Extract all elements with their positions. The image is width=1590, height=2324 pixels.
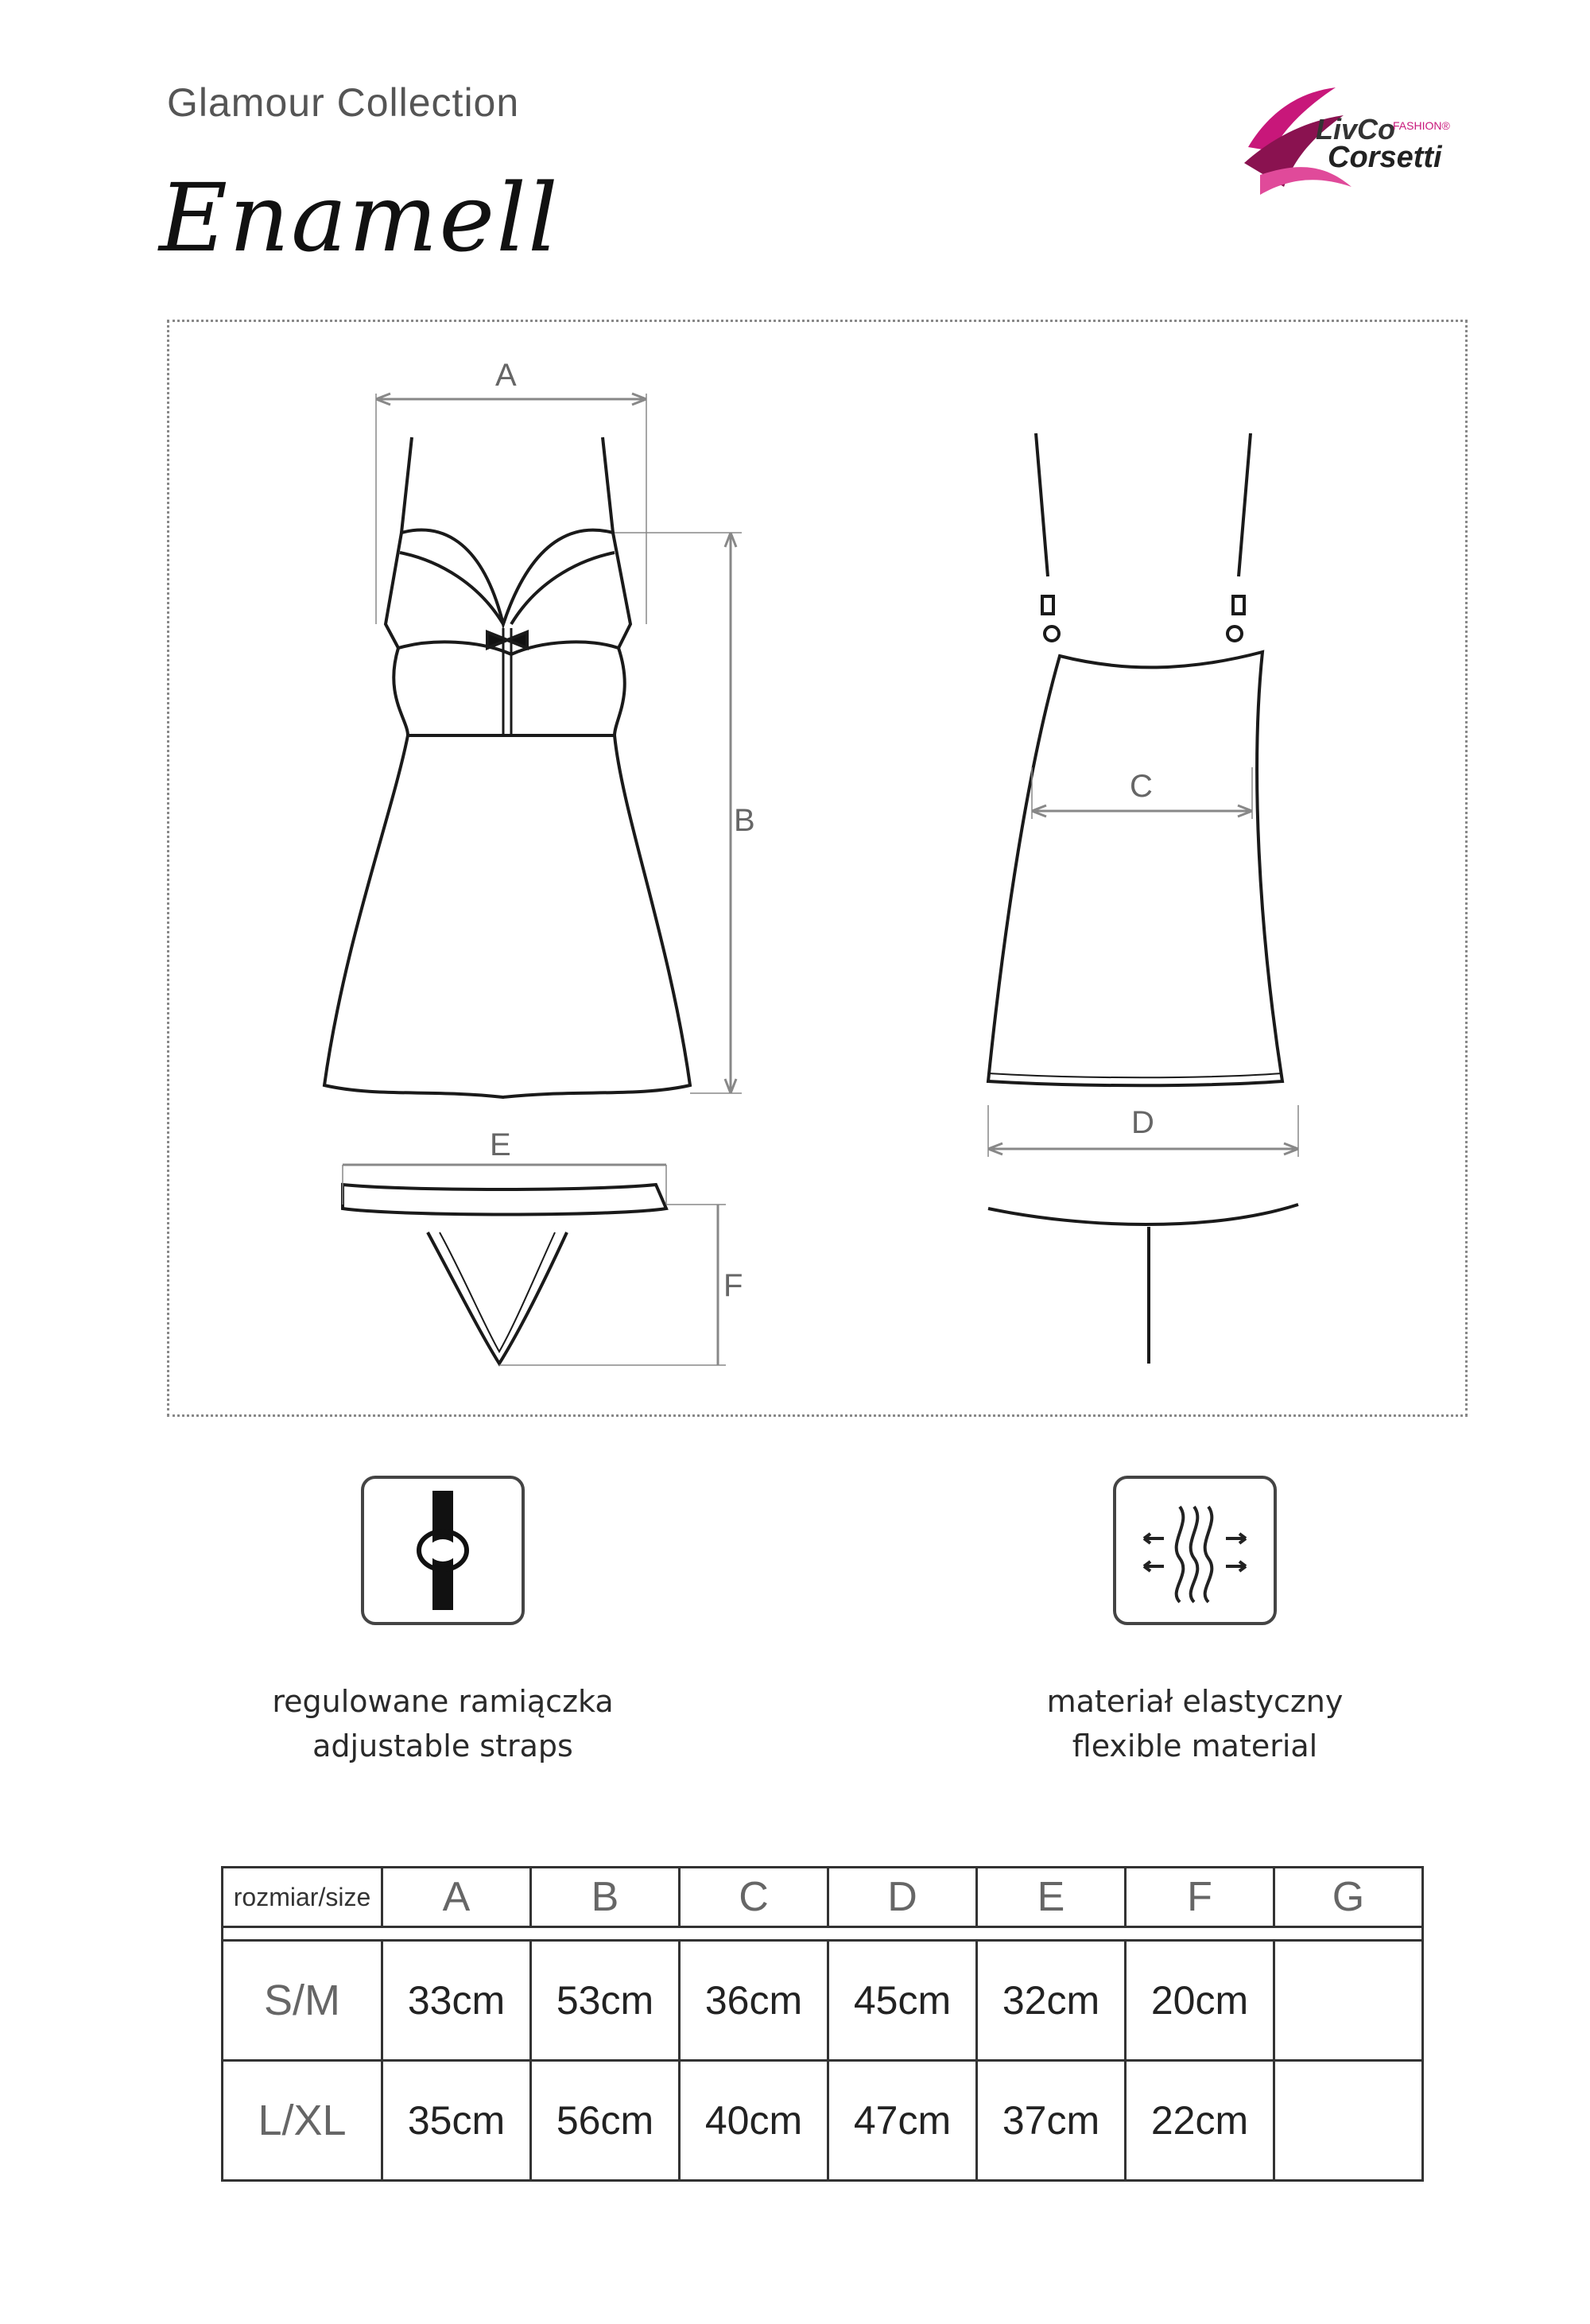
right-ring (1227, 627, 1242, 641)
collection-title: Glamour Collection (167, 80, 520, 125)
logo-text-bottom: Corsetti (1328, 141, 1442, 174)
feature-label-pl: regulowane ramiączka (272, 1684, 614, 1719)
right-strap (603, 437, 613, 533)
back-body (988, 652, 1282, 1085)
column-header: E (977, 1868, 1126, 1927)
dimension-f (499, 1205, 726, 1365)
chemise-front (324, 437, 690, 1097)
adjustable-strap-icon-box (361, 1476, 525, 1625)
logo-text-fashion: FASHION® (1393, 119, 1450, 132)
garment-diagram (167, 320, 1468, 1417)
hem-line (988, 1073, 1282, 1077)
column-header: A (382, 1868, 531, 1927)
value-cell: 40cm (680, 2061, 828, 2181)
size-table-header (223, 1868, 1423, 1927)
garment-drawing (169, 322, 1470, 1419)
chemise-back (988, 433, 1282, 1085)
value-cell (1274, 1941, 1423, 2061)
back-waistband (988, 1205, 1298, 1224)
size-cell: S/M (223, 1941, 382, 2061)
value-cell: 53cm (531, 1941, 680, 2061)
column-header: D (828, 1868, 977, 1927)
front-opening (503, 628, 511, 735)
feature-label-en: flexible material (1072, 1728, 1318, 1763)
label-c: C (1130, 769, 1153, 804)
feature-adjustable-straps (202, 1679, 684, 1768)
adjustable-strap-icon (364, 1479, 522, 1622)
feature-label-pl: materiał elastyczny (1046, 1684, 1344, 1719)
brand-logo (1240, 76, 1479, 203)
value-cell: 33cm (382, 1941, 531, 2061)
flexible-material-icon (1116, 1479, 1274, 1622)
label-b: B (734, 803, 755, 838)
size-cell: L/XL (223, 2061, 382, 2181)
value-cell: 45cm (828, 1941, 977, 2061)
table-row (223, 1941, 1423, 2061)
brand-logo-mark (1240, 76, 1479, 203)
value-cell: 35cm (382, 2061, 531, 2181)
column-header: G (1274, 1868, 1423, 1927)
dimension-a (376, 394, 646, 624)
feature-flexible-material (954, 1679, 1436, 1768)
size-table (221, 1866, 1424, 2182)
flexible-material-icon-box (1113, 1476, 1277, 1625)
value-cell: 47cm (828, 2061, 977, 2181)
dimension-e (343, 1165, 666, 1205)
bust-cups (386, 530, 630, 654)
value-cell: 20cm (1126, 1941, 1274, 2061)
value-cell (1274, 2061, 1423, 2181)
extension-lines (499, 1205, 726, 1365)
extension-lines (343, 1165, 666, 1205)
left-strap (401, 437, 412, 533)
underbust (394, 648, 625, 735)
value-cell: 56cm (531, 2061, 680, 2181)
value-cell: 36cm (680, 1941, 828, 2061)
logo-text-top: LivCo (1316, 113, 1396, 145)
size-header-label: rozmiar/size (223, 1868, 382, 1927)
bow (487, 632, 527, 648)
value-cell: 22cm (1126, 2061, 1274, 2181)
extension-lines (376, 394, 646, 624)
table-row (223, 2061, 1423, 2181)
label-f: F (723, 1268, 743, 1303)
label-a: A (495, 358, 517, 393)
right-slider (1233, 596, 1244, 614)
thong-back (988, 1205, 1298, 1364)
column-header: B (531, 1868, 680, 1927)
thong-front (343, 1185, 666, 1364)
product-name: Enamell (159, 163, 560, 273)
waistband (343, 1185, 666, 1215)
feature-label-en: adjustable straps (312, 1728, 573, 1763)
value-cell: 37cm (977, 2061, 1126, 2181)
label-d: D (1131, 1105, 1154, 1140)
column-header: F (1126, 1868, 1274, 1927)
value-cell: 32cm (977, 1941, 1126, 2061)
left-slider (1042, 596, 1053, 614)
back-straps (1036, 433, 1251, 576)
skirt (324, 735, 690, 1097)
label-e: E (490, 1127, 511, 1162)
left-ring (1045, 627, 1059, 641)
column-header: C (680, 1868, 828, 1927)
